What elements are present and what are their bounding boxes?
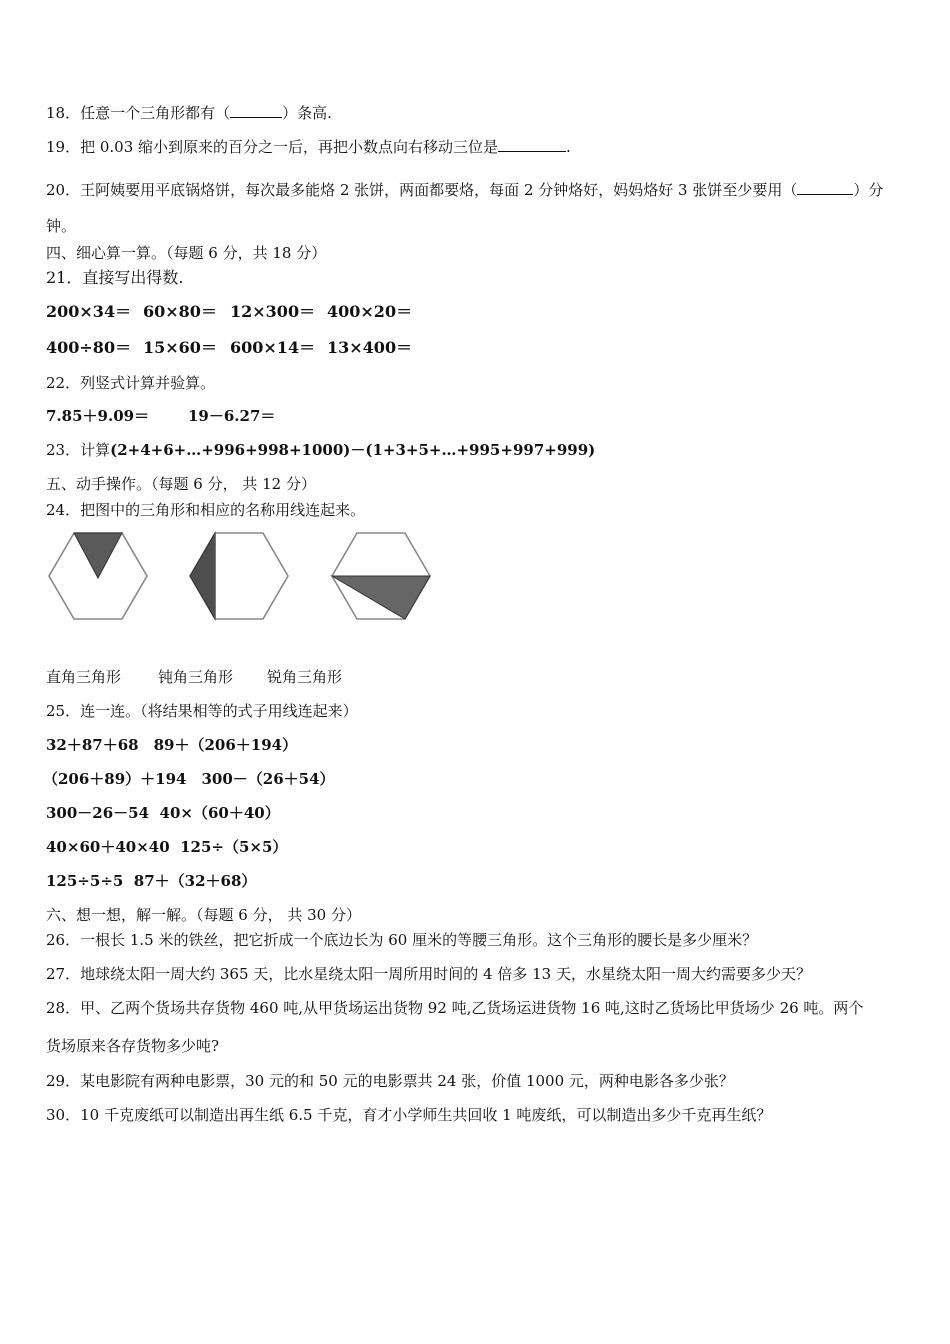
question-22: 22．列竖式计算并验算。 [46, 374, 216, 392]
question-28-line-1: 28．甲、乙两个货场共存货物 460 吨,从甲货场运出货物 92 吨,乙货场运进货物 16 吨,这时乙货场比甲货场少 26 吨。两个 [46, 999, 864, 1017]
match-row: 300－26－54 40×（60＋40） [46, 804, 280, 822]
question-18: 18．任意一个三角形都有（ ）条高. [46, 104, 332, 122]
answer-blank[interactable] [230, 103, 282, 118]
question-20: 20．王阿姨要用平底锅烙饼，每次最多能烙 2 张饼，两面都要烙，每面 2 分钟烙好，妈妈烙好 3 张饼至少要用（ ）分钟。 [46, 181, 884, 235]
question-23: 23．计算(2+4+6+…+996+998+1000)－(1+3+5+…+995+997+999) [46, 441, 596, 459]
match-row: 40×60＋40×40 125÷（5×5） [46, 838, 288, 856]
calc-item: 600×14＝ [230, 338, 316, 357]
question-30: 30．10 千克废纸可以制造出再生纸 6.5 千克，育才小学师生共回收 1 吨废纸，可以制造出多少千克再生纸？ [46, 1106, 772, 1124]
name-acute-triangle[interactable]: 锐角三角形 [267, 668, 343, 686]
match-row: 32＋87＋68 89＋（206＋194） [46, 736, 298, 754]
hexagon-figure-3 [329, 530, 433, 622]
answer-blank-cont[interactable] [843, 180, 853, 195]
calc-item: 200×34＝ [46, 302, 132, 321]
question-21: 21．直接写出得数. [46, 268, 184, 287]
question-27: 27．地球绕太阳一周大约 365 天，比水星绕太阳一周所用时间的 4 倍多 13 天，水星绕太阳一周大约需要多少天？ [46, 965, 811, 983]
shaded-triangle-obtuse [190, 533, 215, 619]
question-25: 25．连一连。（将结果相等的式子用线连起来） [46, 702, 358, 720]
section-6-heading: 六、想一想，解一解。（每题 6 分， 共 30 分） [46, 906, 361, 924]
calc-row-2 [46, 338, 412, 358]
shaded-triangle-acute [74, 533, 122, 578]
answer-blank[interactable] [797, 180, 843, 195]
vertical-calc-b: 19－6.27＝ [188, 407, 276, 425]
answer-blank[interactable] [498, 137, 566, 152]
hexagon-figure-2 [187, 530, 291, 622]
calc-item: 400×20＝ [327, 302, 413, 321]
match-row: 125÷5÷5 87＋（32＋68） [46, 872, 257, 890]
question-28-line-2: 货场原来各存货物多少吨? [46, 1037, 220, 1055]
section-5-heading: 五、动手操作。（每题 6 分， 共 12 分） [46, 475, 316, 493]
vertical-calc-row [46, 406, 275, 426]
question-26: 26．一根长 1.5 米的铁丝，把它折成一个底边长为 60 厘米的等腰三角形。这个三角形的腰长是多少厘米？ [46, 931, 758, 949]
match-row: （206＋89）＋194 300－（26＋54） [43, 770, 335, 788]
section-4-heading: 四、细心算一算。（每题 6 分，共 18 分） [46, 244, 327, 262]
calc-item: 15×60＝ [143, 338, 217, 357]
question-19: 19．把 0.03 缩小到原来的百分之一后，再把小数点向右移动三位是 . [46, 138, 571, 156]
calc-item: 400÷80＝ [46, 338, 132, 357]
vertical-calc-a: 7.85＋9.09＝ [46, 407, 150, 425]
name-right-triangle[interactable]: 直角三角形 [46, 668, 122, 686]
question-24: 24．把图中的三角形和相应的名称用线连起来。 [46, 501, 366, 519]
triangle-names [46, 667, 342, 687]
shaded-triangle-right [332, 576, 430, 619]
name-obtuse-triangle[interactable]: 钝角三角形 [158, 668, 234, 686]
calc-item: 60×80＝ [143, 302, 217, 321]
calc-item: 12×300＝ [230, 302, 316, 321]
calc-item: 13×400＝ [327, 338, 413, 357]
hexagon-figure-1 [46, 530, 150, 622]
calc-row-1 [46, 302, 412, 322]
question-29: 29．某电影院有两种电影票，30 元的和 50 元的电影票共 24 张，价值 1000 元，两种电影各多少张？ [46, 1072, 734, 1090]
